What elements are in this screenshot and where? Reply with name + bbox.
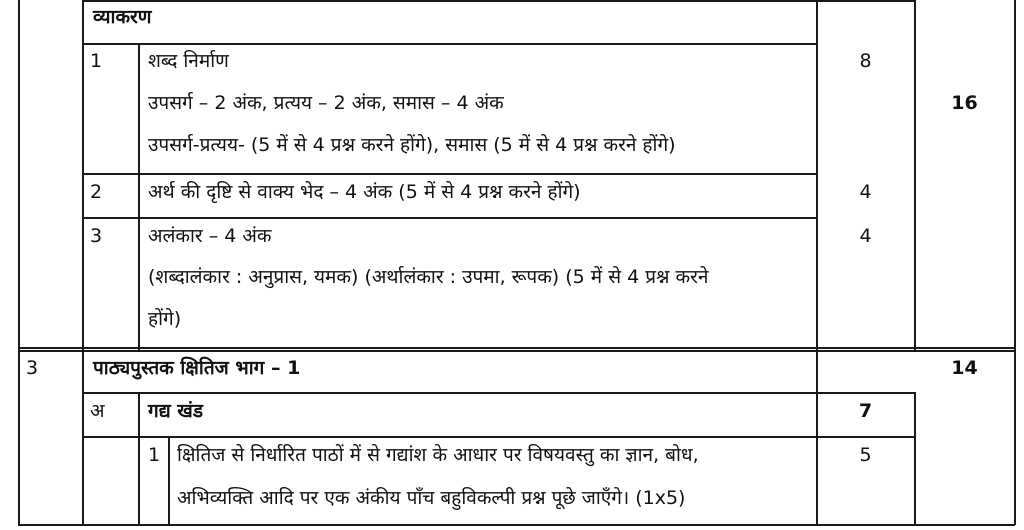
rule bbox=[914, 392, 916, 525]
rule bbox=[914, 0, 916, 350]
subsection-number: अ bbox=[90, 400, 105, 422]
row-line: (शब्दालंकार : अनुप्रास, यमक) (अर्थालंकार : उपमा, रूपक) (5 में से 4 प्रश्न करने bbox=[148, 266, 709, 288]
row-line: अलंकार – 4 अंक bbox=[148, 225, 272, 247]
rule bbox=[83, 217, 816, 219]
rule bbox=[138, 392, 140, 525]
row-line: होंगे) bbox=[148, 308, 182, 330]
rule bbox=[83, 173, 816, 175]
section-title: व्याकरण bbox=[93, 6, 152, 28]
rule bbox=[83, 436, 916, 438]
row-line: अर्थ की दृष्टि से वाक्य भेद – 4 अंक (5 में से 4 प्रश्न करने होंगे) bbox=[148, 181, 581, 203]
row-line: उपसर्ग – 2 अंक, प्रत्यय – 2 अंक, समास – 4 अंक bbox=[148, 92, 504, 114]
row-marks: 8 bbox=[859, 50, 872, 72]
section-number: 3 bbox=[26, 357, 39, 379]
row-number: 3 bbox=[90, 225, 103, 247]
item-line: क्षितिज से निर्धारित पाठों में से गद्यांश के आधार पर विषयवस्तु का ज्ञान, बोध, bbox=[177, 444, 699, 466]
rule bbox=[168, 436, 170, 525]
row-number: 1 bbox=[90, 50, 103, 72]
subsection-marks: 7 bbox=[858, 400, 873, 422]
rule bbox=[18, 350, 1015, 352]
row-line: शब्द निर्माण bbox=[148, 50, 229, 72]
rule bbox=[138, 43, 140, 350]
subsection-title: गद्य खंड bbox=[148, 400, 203, 422]
rule bbox=[83, 392, 916, 394]
item-marks: 5 bbox=[859, 444, 872, 466]
row-number: 2 bbox=[90, 181, 103, 203]
row-marks: 4 bbox=[859, 225, 872, 247]
section-total: 14 bbox=[951, 357, 978, 379]
section-title: पाठ्यपुस्तक क्षितिज भाग – 1 bbox=[93, 357, 301, 379]
rule bbox=[83, 0, 915, 2]
row-marks: 4 bbox=[859, 181, 872, 203]
section-total: 16 bbox=[951, 92, 978, 114]
item-line: अभिव्यक्ति आदि पर एक अंकीय पाँच बहुविकल्पी प्रश्न पूछे जाएँगे। (1x5) bbox=[177, 487, 686, 509]
rule bbox=[83, 43, 816, 45]
rule bbox=[18, 0, 20, 525]
rule bbox=[18, 347, 1015, 349]
row-line: उपसर्ग-प्रत्यय- (5 में से 4 प्रश्न करने होंगे), समास (5 में से 4 प्रश्न करने होंगे) bbox=[148, 134, 676, 156]
item-number: 1 bbox=[148, 444, 161, 466]
rule bbox=[1014, 0, 1016, 525]
rule bbox=[82, 0, 84, 525]
